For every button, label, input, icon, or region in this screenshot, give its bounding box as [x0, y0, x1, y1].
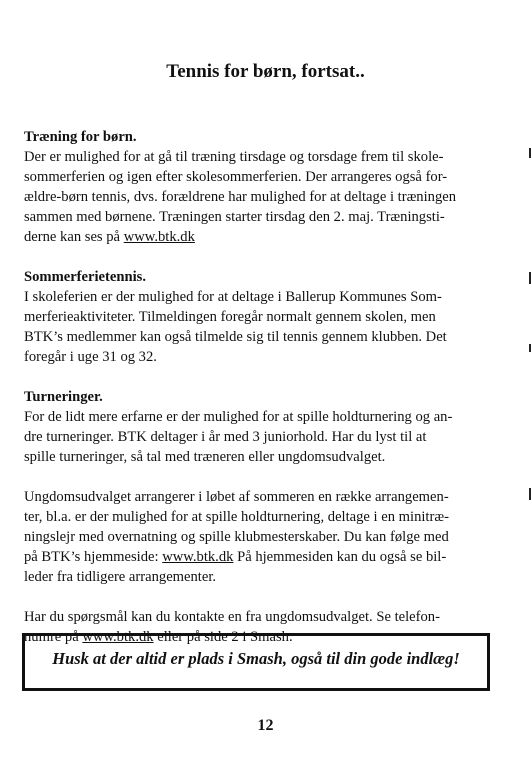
callout-text: Husk at der altid er plads i Smash, også til din gode indlæg!	[52, 649, 460, 668]
paragraph-line: spille turneringer, så tal med træneren eller ungdomsudvalget.	[24, 449, 386, 465]
section-training	[24, 127, 494, 247]
section-youth	[24, 487, 494, 587]
paragraph-line: sommerferien og igen efter skolesommerferien. Der arrangeres også for-	[24, 169, 448, 185]
text-segment: eller på side 2 i Smash.	[153, 629, 293, 645]
paragraph-line: leder fra tidligere arrangementer.	[24, 569, 217, 585]
section-summer	[24, 267, 494, 367]
paragraph-line	[24, 227, 494, 247]
paragraph-line: foregår i uge 31 og 32.	[24, 349, 157, 365]
btk-website-link[interactable]: www.btk.dk	[123, 229, 195, 245]
paragraph-line: For de lidt mere erfarne er der mulighed for at spille holdturnering og an-	[24, 409, 453, 425]
paragraph-line: BTK’s medlemmer kan også tilmelde sig til tennis gennem klubben. Det	[24, 329, 447, 345]
text-segment: numre på	[24, 629, 83, 645]
text-segment: derne kan ses på	[24, 229, 124, 245]
paragraph-line: merferieaktiviteter. Tilmeldingen foregår normalt gennem skolen, men	[24, 309, 436, 325]
paragraph-line: I skoleferien er der mulighed for at deltage i Ballerup Kommunes Som-	[24, 289, 442, 305]
paragraph-line: Har du spørgsmål kan du kontakte en fra ungdomsudvalget. Se telefon-	[24, 609, 440, 625]
section-heading-training: Træning for børn.	[24, 129, 137, 145]
btk-website-link[interactable]: www.btk.dk	[82, 629, 154, 645]
paragraph-line: ningslejr med overnatning og spille klubmesterskaber. Du kan følge med	[24, 529, 449, 545]
text-segment: på BTK’s hjemmeside:	[24, 549, 163, 565]
smash-callout-box	[22, 633, 490, 691]
text-segment: På hjemmesiden kan du også se bil-	[233, 549, 447, 565]
paragraph-line: Der er mulighed for at gå til træning tirsdage og torsdage frem til skole-	[24, 149, 444, 165]
section-heading-summer: Sommerferietennis.	[24, 269, 146, 285]
section-heading-tournaments: Turneringer.	[24, 389, 103, 405]
page-content	[24, 127, 494, 667]
btk-website-link[interactable]: www.btk.dk	[162, 549, 234, 565]
paragraph-line: Ungdomsudvalget arrangerer i løbet af sommeren en række arrangemen-	[24, 489, 449, 505]
paragraph-line	[24, 547, 494, 567]
page-title: Tennis for børn, fortsat..	[166, 61, 365, 82]
paragraph-line: sammen med børnene. Træningen starter tirsdag den 2. maj. Træningsti-	[24, 209, 445, 225]
paragraph-line: ter, bl.a. er der mulighed for at spille holdturnering, deltage i en minitræ-	[24, 509, 449, 525]
section-tournaments	[24, 387, 494, 467]
page-number: 12	[257, 717, 274, 734]
paragraph-line: ældre-børn tennis, dvs. forældrene har mulighed for at deltage i træningen	[24, 189, 457, 205]
paragraph-line: dre turneringer. BTK deltager i år med 3 juniorhold. Har du lyst til at	[24, 429, 427, 445]
